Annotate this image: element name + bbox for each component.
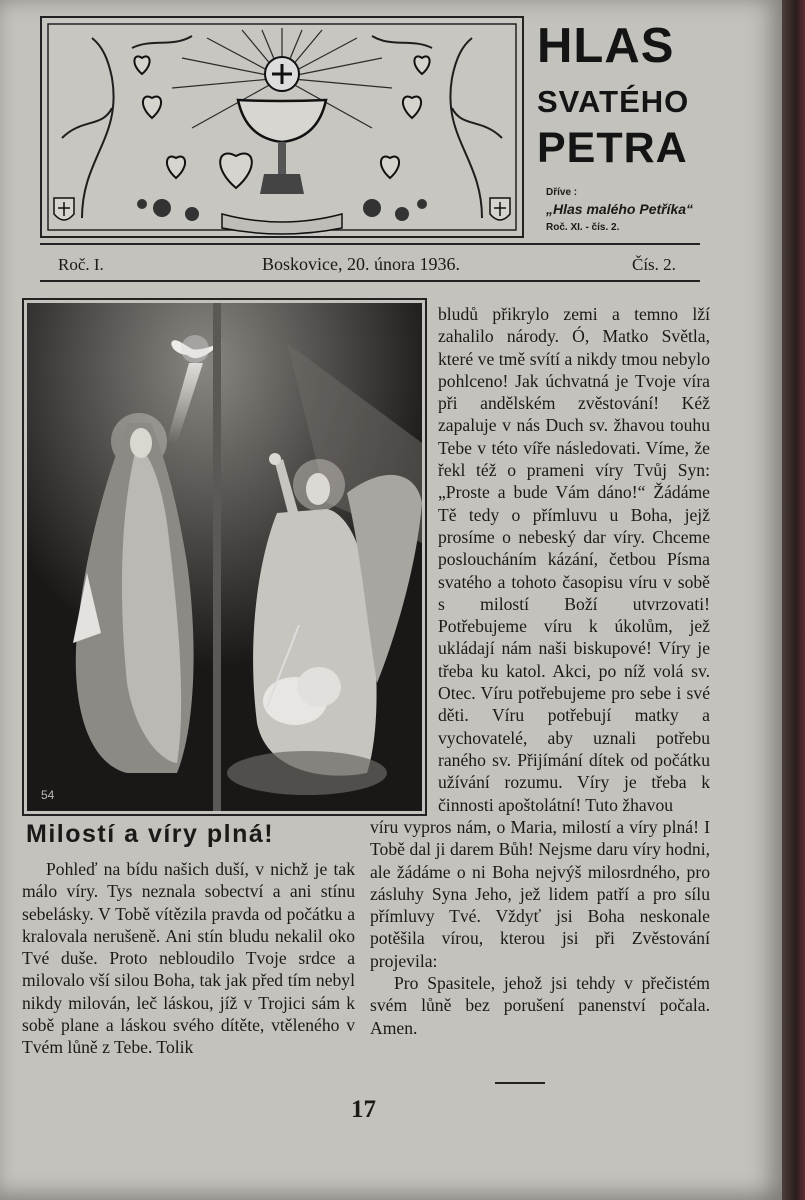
paragraph-right-top: bludů přikrylo zemi a temno lží zahalilo národy. Ó, Matko Světla, které ve tmě svítí a nikdy tmou nebylo pohlceno! Jak úchvatná je Tvoje víra při andělském zvěstování! Kéž zapaluje v nás Duch sv. žhavou touhu Tebe v této víře následovati. Víme, že řekl též o prameni víry Tvůj Syn: „Proste a bude Vám dáno!“ Žádáme Tě tedy o přímluvu u Boha, jejž prosíme o nebeský dar víry. Chceme posloucháním kázání, četbou Písma svatého a tohoto časopisu víru v sobě s milostí Boží utvrzovati! Potřebujeme víru k úkolům, jež ukládají nám naši biskupové! Víry je třeba ku katol. Akci, po níž volá sv. Otec. Víru potřebujeme pro sebe i své děti. Víru potřebují matky a vychovatelé, aby uznali potřebu raného sv. Přijímání dítek od počátku užívání rozumu. Víry je třeba k činnosti apoštolátní! Tuto žhavou (438, 304, 710, 815)
paragraph-left: Pohleď na bídu našich duší, v nichž je tak málo víry. Tys neznala sobectví a ani stínu sebelásky. V Tobě vítězila pravda od počátku a kralovala nerušeně. Ani stín bludu nekalil oko Tvé duše. Proto nebloudilo Tvoje srdce a milovalo vší silou Boha, tak jak před tím nebyl nikdy milován, leč láskou, jíž v Trojici sám k sobě plane a láskou svého dítěte, vtěleného v Tvém lůně z Tebe. Tolik (22, 859, 355, 1058)
issue-label: Čís. 2. (632, 255, 676, 274)
header-rule-top (40, 243, 700, 245)
background-edge (782, 0, 805, 1200)
masthead-illustration (40, 16, 524, 238)
article-heading: Milostí a víry plná! (26, 820, 275, 848)
former-title: „Hlas malého Petříka“ (546, 201, 694, 217)
volume-label: Roč. I. (58, 255, 104, 274)
article-column-left (22, 858, 355, 1059)
title-line-svateho: SVATÉHO (537, 84, 690, 119)
former-issue: Roč. XI. - čís. 2. (546, 222, 620, 233)
article-column-right-top (438, 303, 710, 816)
end-rule (495, 1082, 545, 1084)
page-number: 17 (351, 1096, 376, 1123)
formerly-label: Dříve : (546, 187, 578, 198)
annunciation-image (24, 300, 425, 814)
title-line-hlas: HLAS (537, 19, 675, 73)
title-line-petra: PETRA (537, 124, 688, 172)
annunciation-illustration-icon (27, 303, 422, 811)
paragraph-right-bottom-1: víru vypros nám, o Maria, milostí a víry plná! I Tobě dal ji darem Bůh! Nejsme daru víry hodni, ale žádáme o ni Boha nejvýš milosrdného, pro zásluhy Syna Jeho, jež lidem patří a pro sílu přímluvy Tvé. Vždyť jsi Boha neskonale potěšila vírou, kterou jsi při Zvěstování projevila: (370, 817, 710, 971)
place-date: Boskovice, 20. února 1936. (262, 254, 460, 274)
article-column-right-bottom (370, 816, 710, 1039)
artist-signature: 54 (41, 788, 55, 802)
paragraph-right-bottom-2: Pro Spasitele, jehož jsi tehdy v přečistém svém lůně bez porušení panenství počala. Amen. (370, 973, 710, 1038)
header-rule-bottom (40, 280, 700, 282)
chalice-ornament-icon (42, 18, 522, 236)
